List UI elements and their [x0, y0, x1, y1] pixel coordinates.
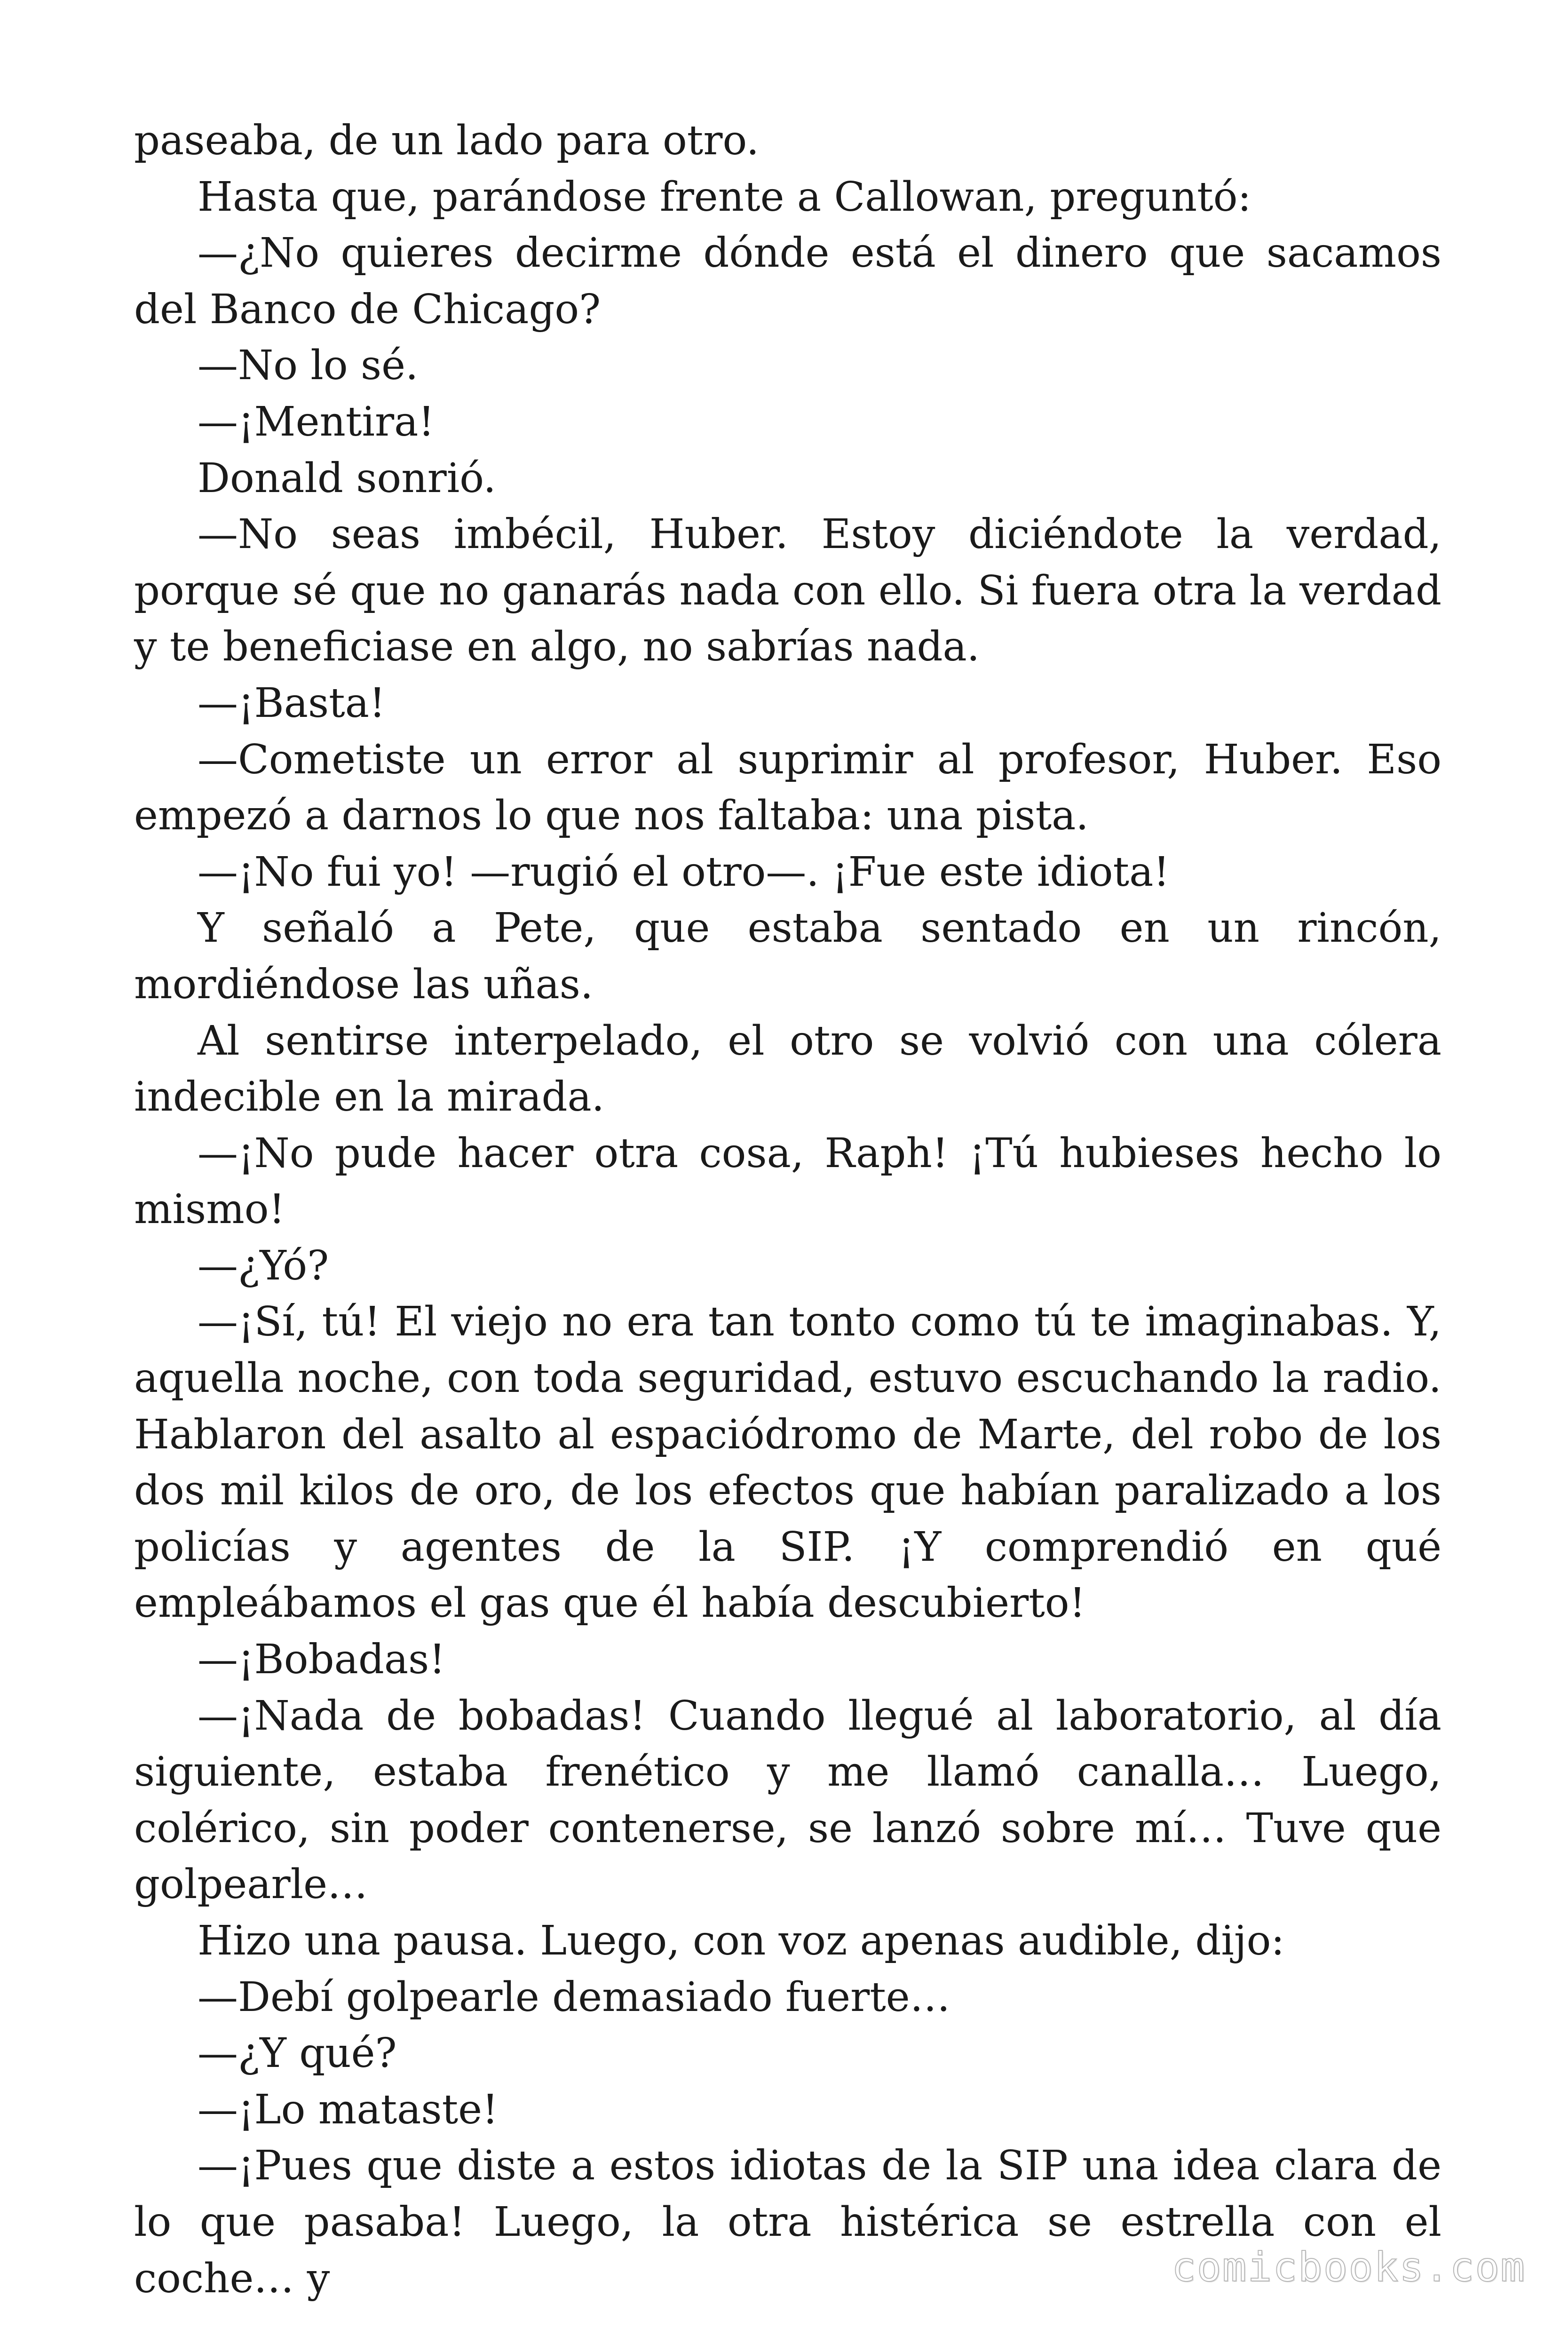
paragraph: —¡Pues que diste a estos idiotas de la SIP una idea clara de lo que pasaba! Luego, la otra histérica se estrella con el coche… y: [134, 2142, 1441, 2302]
paragraph: —¡Bobadas!: [198, 1636, 445, 1684]
paragraph: —¡Mentira!: [198, 398, 435, 445]
paragraph: —No seas imbécil, Huber. Estoy diciéndote la verdad, porque sé que no ganarás nada con ello. Si fuera otra la verdad y te beneficiase en algo, no sabrías nada.: [134, 511, 1441, 671]
paragraph: —¡Sí, tú! El viejo no era tan tonto como tú te imaginabas. Y, aquella noche, con toda seguridad, estuvo escuchando la radio. Hablaron del asalto al espaciódromo de Marte, del robo de los dos mil kilos de oro, de los efectos que habían paralizado a los policías y agentes de la SIP. ¡Y comprendió en qué empleábamos el gas que él había descubierto!: [134, 1298, 1441, 1627]
paragraph: Al sentirse interpelado, el otro se volvió con una cólera indecible en la mirada.: [134, 1017, 1441, 1121]
paragraph: —¡Nada de bobadas! Cuando llegué al laboratorio, al día siguiente, estaba frenético y me llamó canalla… Luego, colérico, sin poder contenerse, se lanzó sobre mí… Tuve que golpearle…: [134, 1692, 1441, 1908]
watermark: comicbooks.com: [1172, 2244, 1526, 2291]
paragraph: —Debí golpearle demasiado fuerte…: [198, 1973, 950, 2021]
paragraph: —¿No quieres decirme dónde está el dinero que sacamos del Banco de Chicago?: [134, 230, 1441, 333]
body-text: [134, 113, 1441, 2307]
paragraph: paseaba, de un lado para otro.: [134, 117, 760, 164]
paragraph: —Cometiste un error al suprimir al profesor, Huber. Eso empezó a darnos lo que nos faltaba: una pista.: [134, 736, 1441, 840]
paragraph: —¡No fui yo! —rugió el otro—. ¡Fue este idiota!: [198, 848, 1170, 896]
paragraph: Hasta que, parándose frente a Callowan, preguntó:: [198, 173, 1251, 221]
paragraph: Y señaló a Pete, que estaba sentado en un rincón, mordiéndose las uñas.: [134, 905, 1441, 1008]
paragraph: —¿Yó?: [198, 1242, 329, 1289]
paragraph: —No lo sé.: [198, 342, 419, 389]
paragraph: —¡No pude hacer otra cosa, Raph! ¡Tú hubieses hecho lo mismo!: [134, 1129, 1441, 1233]
paragraph: —¿Y qué?: [198, 2030, 397, 2077]
paragraph: —¡Lo mataste!: [198, 2086, 499, 2133]
paragraph: Hizo una pausa. Luego, con voz apenas audible, dijo:: [198, 1917, 1285, 1964]
paragraph: Donald sonrió.: [198, 454, 496, 502]
paragraph: —¡Basta!: [198, 679, 386, 727]
